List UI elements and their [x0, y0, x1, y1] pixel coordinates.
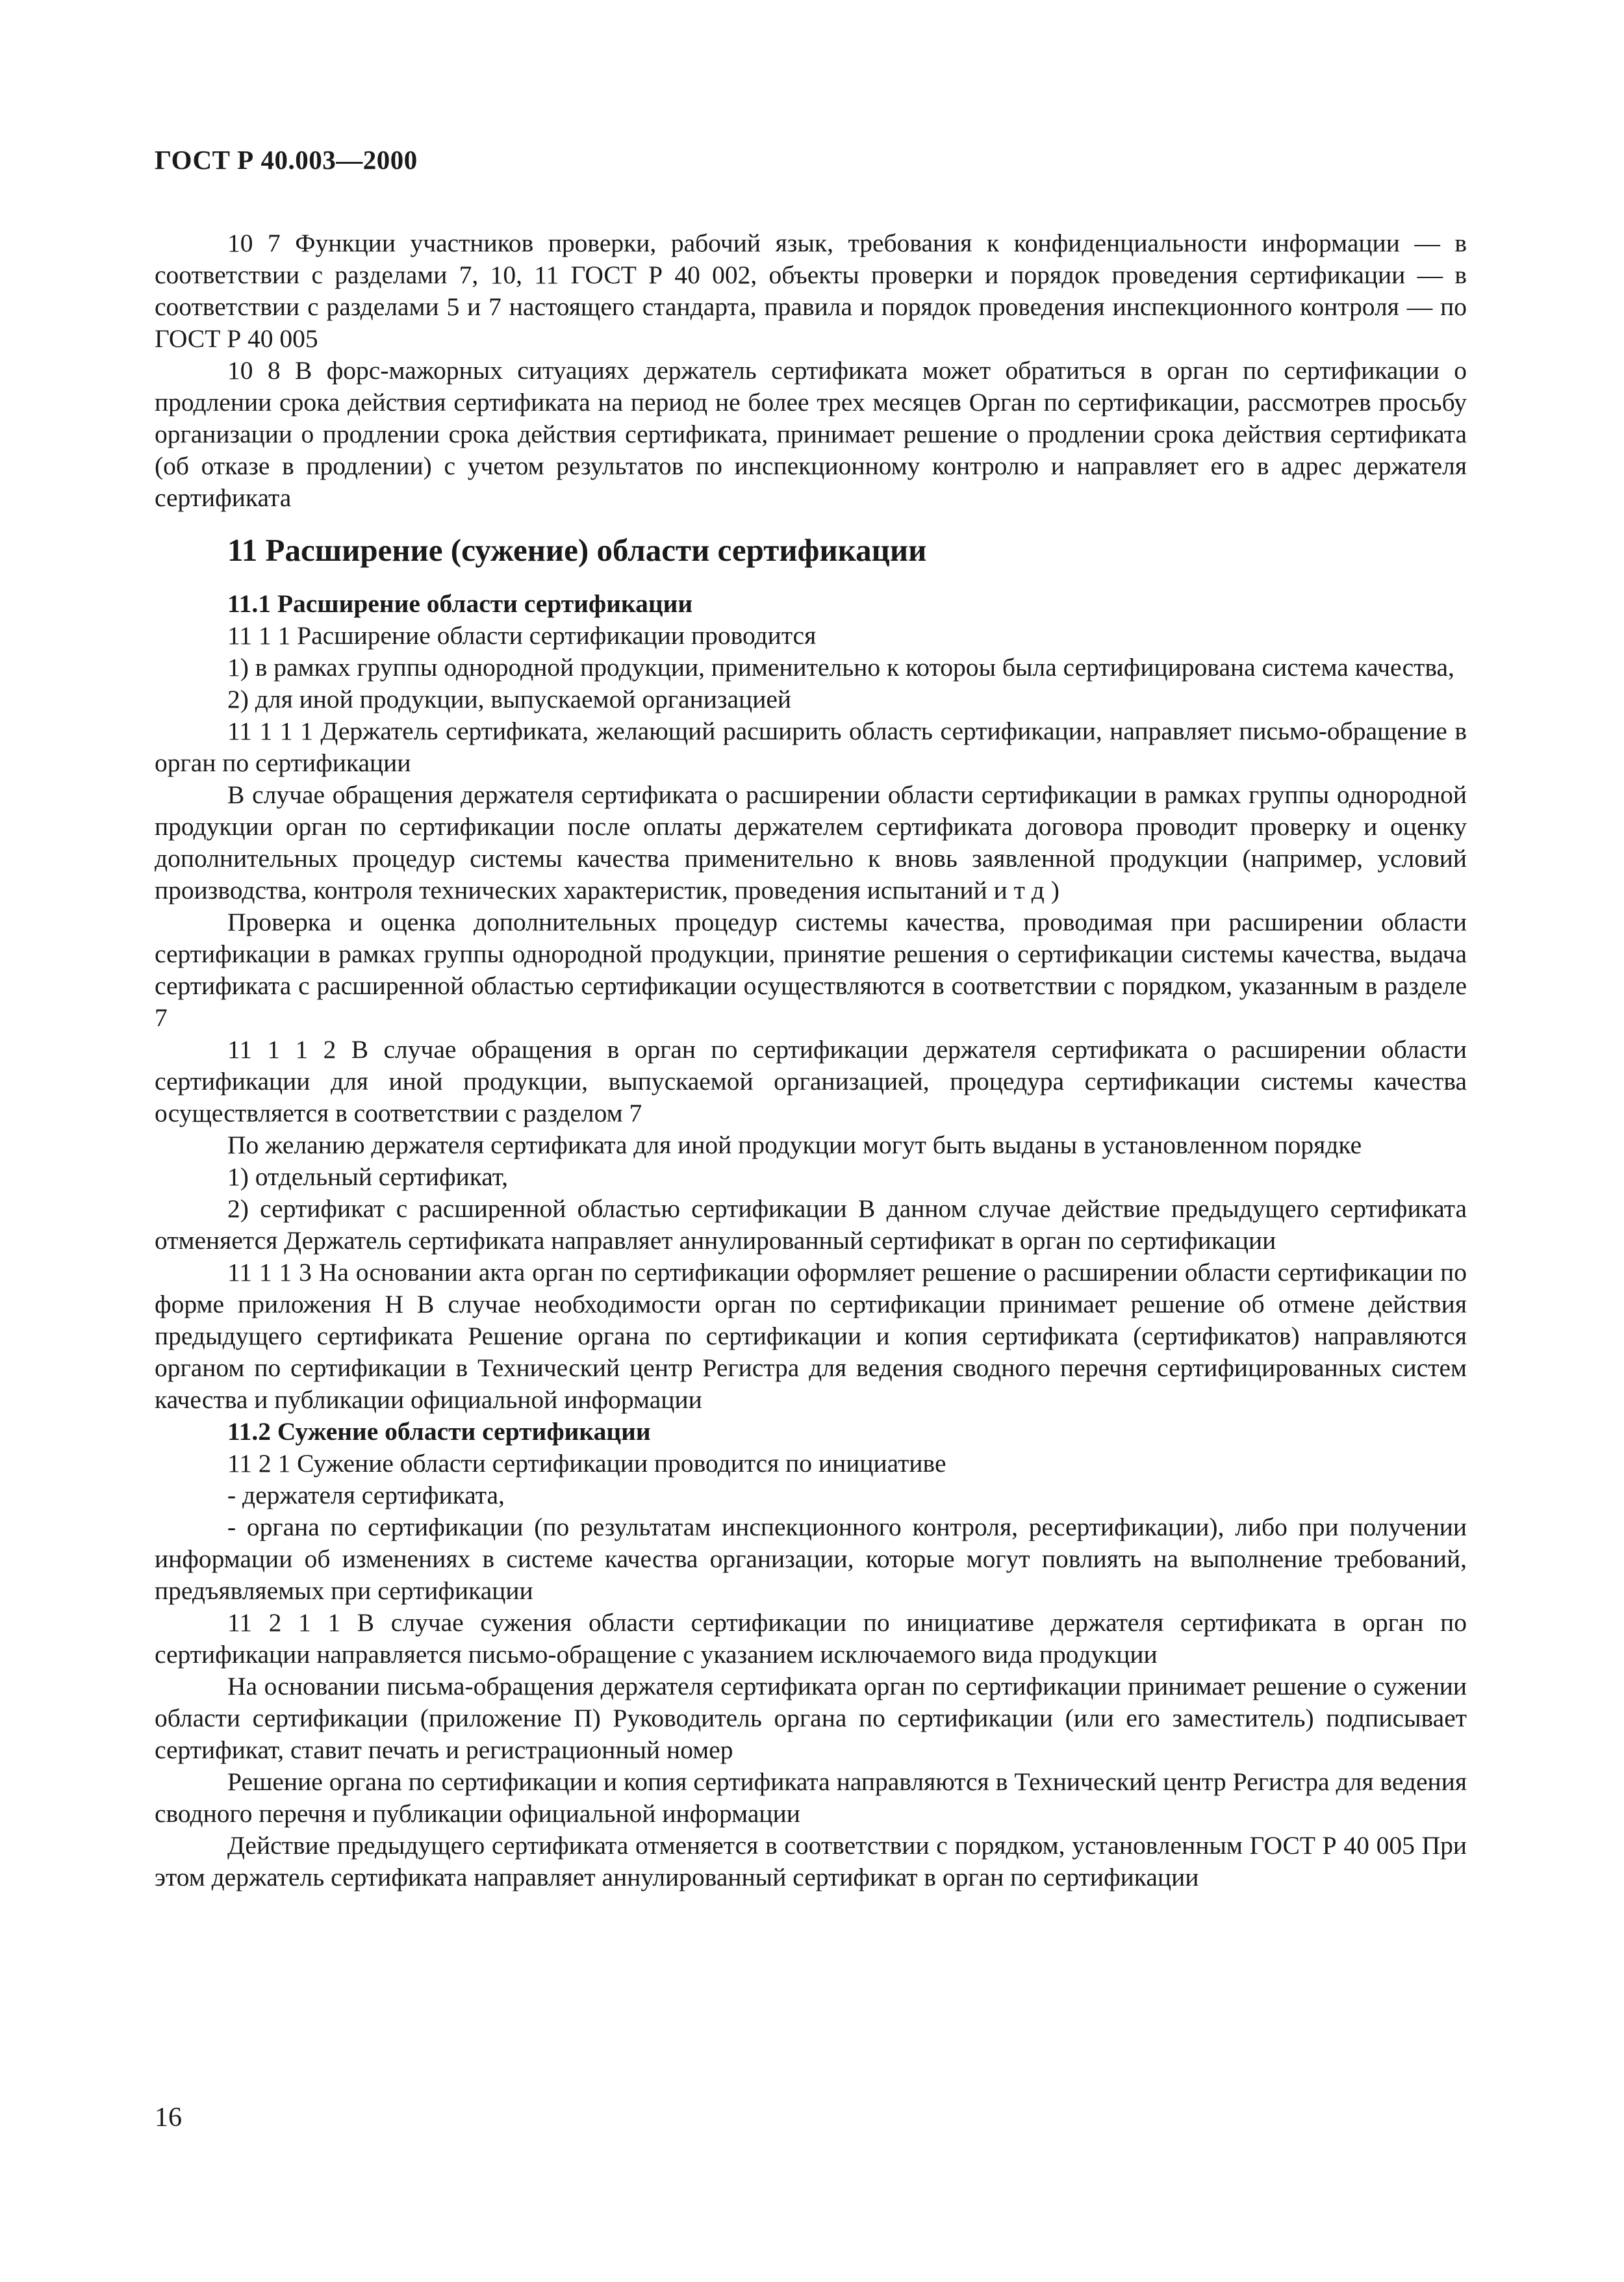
paragraph-11-2-1: 11 2 1 Сужение области сертификации проводится по инициативе — [227, 1449, 946, 1478]
standard-header: ГОСТ Р 40.003—2000 — [155, 145, 418, 175]
list-item: - органа по сертификации (по результатам инспекционного контроля, ресертификации), либо при получении информации об изменениях в системе качества организации, которые могут повлиять на выполнение требований, предъявляемых при сертификации — [155, 1513, 1467, 1605]
paragraph-10-7: 10 7 Функции участников проверки, рабочий язык, требования к конфиденциальности информации — в соответствии с разделами 7, 10, 11 ГОСТ Р 40 002, объекты проверки и порядок проведения сертификации — в соответствии с разделами 5 и 7 настоящего стандарта, правила и порядок проведения инспекционного контроля — по ГОСТ Р 40 005 — [155, 229, 1467, 353]
paragraph-based-on-letter: На основании письма-обращения держателя сертификата орган по сертификации принимает решение о сужении области сертификации (приложение П) Руководитель органа по сертификации (или его заместитель) подписывает сертификат, ставит печать и регистрационный номер — [155, 1672, 1467, 1764]
document-body — [155, 227, 1467, 1893]
paragraph-check-eval: Проверка и оценка дополнительных процедур системы качества, проводимая при расширении области сертификации в рамках группы однородной продукции, принятие решения о сертификации системы качества, выдача сертификата с расширенной областью сертификации осуществляются в соответствии с порядком, указанным в разделе 7 — [155, 908, 1467, 1032]
page-number: 16 — [155, 2103, 182, 2133]
paragraph-10-8: 10 8 В форс-мажорных ситуациях держатель сертификата может обратиться в орган по сертификации о продлении срока действия сертификата на период не более трех месяцев Орган по сертификации, рассмотрев просьбу организации о продлении срока действия сертификата, принимает решение о продлении срока действия сертификата (об отказе в продлении) с учетом результатов по инспекционному контролю и направляет его в адрес держателя сертификата — [155, 356, 1467, 512]
paragraph-11-1-1-1: 11 1 1 1 Держатель сертификата, желающий расширить область сертификации, направляет письмо-обращение в орган по сертификации — [155, 717, 1467, 777]
section-11-title: 11 Расширение (сужение) области сертификации — [227, 532, 927, 568]
paragraph-prev-cert: Действие предыдущего сертификата отменяется в соответствии с порядком, установленным ГОСТ Р 40 005 При этом держатель сертификата направляет аннулированный сертификат в орган по сертификации — [155, 1831, 1467, 1891]
paragraph-11-1-1-3: 11 1 1 3 На основании акта орган по сертификации оформляет решение о расширении области сертификации по форме приложения Н В случае необходимости орган по сертификации принимает решение об отмене действия предыдущего сертификата Решение органа по сертификации и копия сертификата (сертификатов) направляются органом по сертификации в Технический центр Регистра для ведения сводного перечня сертифицированных систем качества и публикации официальной информации — [155, 1258, 1467, 1414]
list-item: - держателя сертификата, — [227, 1481, 505, 1509]
paragraph-by-request: По желанию держателя сертификата для иной продукции могут быть выданы в установленном порядке — [227, 1131, 1362, 1159]
list-item: 2) сертификат с расширенной областью сертификации В данном случае действие предыдущего сертификата отменяется Держатель сертификата направляет аннулированный сертификат в орган по сертификации — [155, 1194, 1467, 1255]
paragraph-case-group: В случае обращения держателя сертификата о расширении области сертификации в рамках группы однородной продукции орган по сертификации после оплаты держателем сертификата договора проводит проверку и оценку дополнительных процедур системы качества применительно к вновь заявленной продукции (например, условий производства, контроля технических характеристик, проведения испытаний и т д ) — [155, 780, 1467, 904]
paragraph-11-1-1-2: 11 1 1 2 В случае обращения в орган по сертификации держателя сертификата о расширении области сертификации для иной продукции, выпускаемой организацией, процедура сертификации системы качества осуществляется в соответствии с разделом 7 — [155, 1035, 1467, 1127]
subsection-11-1-title: 11.1 Расширение области сертификации — [227, 589, 693, 618]
subsection-11-2-title: 11.2 Сужение области сертификации — [227, 1417, 651, 1446]
paragraph-11-2-1-1: 11 2 1 1 В случае сужения области сертификации по инициативе держателя сертификата в орган по сертификации направляется письмо-обращение с указанием исключаемого вида продукции — [155, 1608, 1467, 1669]
list-item: 2) для иной продукции, выпускаемой организацией — [227, 685, 791, 713]
paragraph-decision-copy: Решение органа по сертификации и копия сертификата направляются в Технический центр Регистра для ведения сводного перечня и публикации официальной информации — [155, 1767, 1467, 1828]
list-item: 1) отдельный сертификат, — [227, 1162, 508, 1191]
list-item: 1) в рамках группы однородной продукции, применительно к котороы была сертифицирована система качества, — [227, 653, 1454, 682]
paragraph-11-1-1: 11 1 1 Расширение области сертификации проводится — [227, 621, 817, 650]
